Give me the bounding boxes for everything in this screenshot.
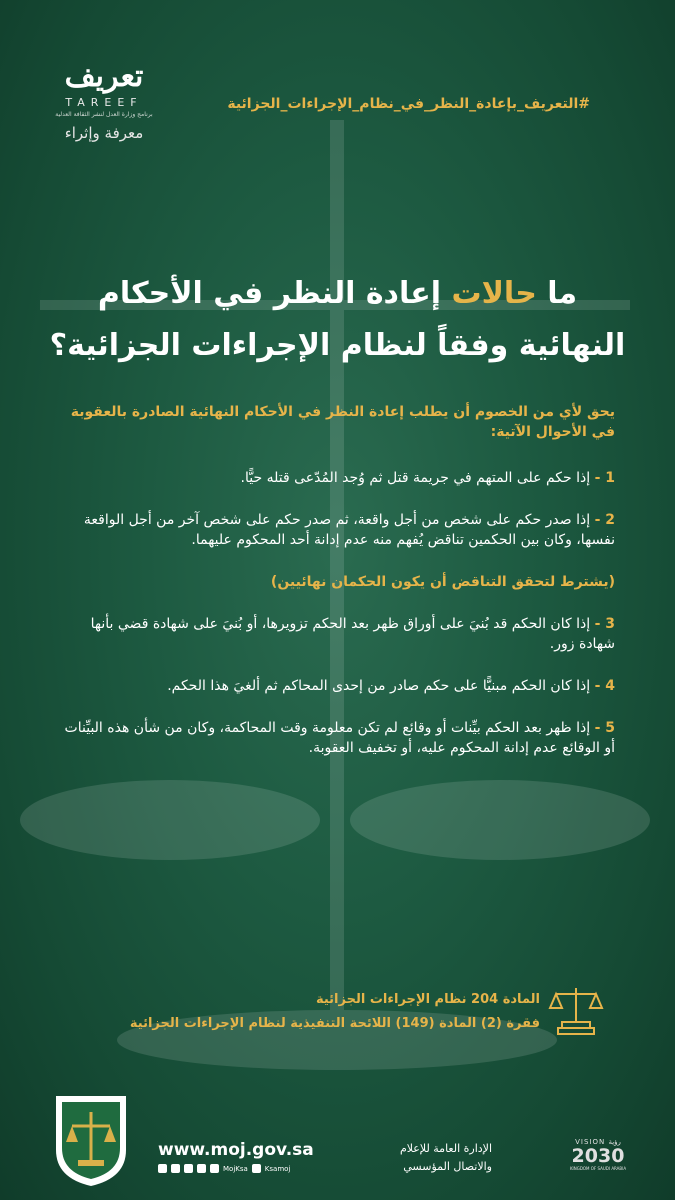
brand-subtitle: برنامج وزارة العدل لنشر الثقافة العدلية xyxy=(55,111,153,118)
item-number: 1 - xyxy=(594,470,615,486)
list-item xyxy=(60,468,615,488)
brand-english-name: TAREEF xyxy=(65,96,143,109)
youtube-icon[interactable] xyxy=(252,1164,261,1173)
social-handle-2: Ksamoj xyxy=(264,1164,291,1173)
item-text: إذا ظهر بعد الحكم بيِّنات أو وقائع لم تكن معلومة وقت المحاكمة، وكان من شأن هذه البيِّنات أو الوقائع عدم إدانة المحكوم عليه، أو تخفيف العقوبة. xyxy=(64,720,615,756)
vision-subtitle: KINGDOM OF SAUDI ARABIA xyxy=(569,1166,627,1171)
item-text: إذا كان الحكم قد بُنيَ على أوراق ظهر بعد الحكم تزويرها، أو بُنيَ على شهادة قضي بأنها شهادة زور. xyxy=(90,616,615,652)
reference-1: المادة 204 نظام الإجراءات الجزائية xyxy=(315,992,540,1007)
hashtag: #التعريف_بإعادة_النظر_في_نظام_الإجراءات_الجزائية xyxy=(227,96,590,112)
title-line-2: النهائية وفقاً لنظام الإجراءات الجزائية؟ xyxy=(49,328,626,363)
vision-title: VISION رؤية xyxy=(575,1138,621,1146)
item-number: 2 - xyxy=(594,512,615,528)
intro-text: يحق لأي من الخصوم أن يطلب إعادة النظر في الأحكام النهائية الصادرة بالعقوبة في الأحوال الآتية: xyxy=(70,404,615,440)
page-title xyxy=(40,268,635,372)
title-highlight: حالات xyxy=(451,276,537,311)
list-item xyxy=(60,676,615,696)
scales-icon xyxy=(548,982,604,1038)
linkedin-icon[interactable] xyxy=(210,1164,219,1173)
ministry-of-justice-logo xyxy=(48,1090,134,1190)
social-handle-1: MojKsa xyxy=(223,1164,248,1173)
reference-2: فقرة (2) المادة (149) اللائحة التنفيذية لنظام الإجراءات الجزائية xyxy=(129,1016,540,1031)
tareef-logo xyxy=(44,60,164,142)
vision-2030-logo xyxy=(568,1138,628,1171)
item-number: 5 - xyxy=(594,720,615,736)
department-line-1: الإدارة العامة للإعلام xyxy=(399,1142,492,1155)
twitter-icon[interactable] xyxy=(158,1164,167,1173)
item-text: إذا صدر حكم على شخص من أجل واقعة، ثم صدر حكم على شخص آخر من أجل الواقعة نفسها، وكان بين الحكمين تناقض يُفهم منه عدم إدانة أحد المحكوم عليهما. xyxy=(83,512,615,548)
department-name xyxy=(372,1140,492,1176)
title-line-1 xyxy=(40,268,635,320)
content xyxy=(60,402,615,780)
facebook-icon[interactable] xyxy=(197,1164,206,1173)
item-number: 3 - xyxy=(594,616,615,632)
vision-year: 2030 xyxy=(571,1145,625,1167)
brand-arabic-name: تعريف xyxy=(64,59,144,94)
list-item xyxy=(60,614,615,654)
social-links xyxy=(158,1164,290,1173)
list-item xyxy=(60,510,615,550)
list-item xyxy=(60,718,615,758)
item-text: إذا حكم على المتهم في جريمة قتل ثم وُجد المُدّعى قتله حيًّا. xyxy=(240,470,595,486)
references xyxy=(120,988,540,1036)
item-text: إذا كان الحكم مبنيًّا على حكم صادر من إحدى المحاكم ثم ألغيَ هذا الحكم. xyxy=(167,678,595,694)
condition-note: (يشترط لتحقق التناقض أن يكون الحكمان نهائيين) xyxy=(270,574,615,590)
instagram-icon[interactable] xyxy=(171,1164,180,1173)
department-line-2: والاتصال المؤسسي xyxy=(403,1160,492,1173)
brand-tagline: معرفة وإثراء xyxy=(64,124,144,142)
title-part-1: ما xyxy=(536,276,578,311)
title-part-2: إعادة النظر في الأحكام xyxy=(97,276,452,311)
snapchat-icon[interactable] xyxy=(184,1164,193,1173)
item-number: 4 - xyxy=(594,678,615,694)
website-url[interactable]: www.moj.gov.sa xyxy=(158,1140,314,1160)
